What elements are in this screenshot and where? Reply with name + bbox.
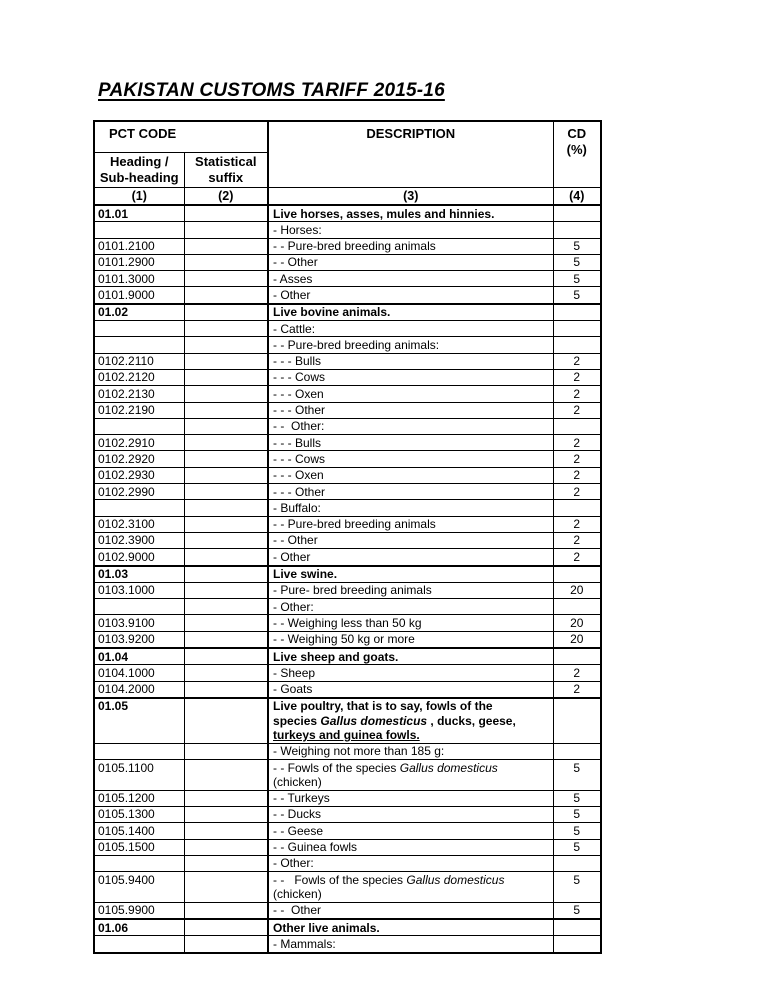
heading-code-cell <box>94 936 184 953</box>
description-cell: - - - Oxen <box>268 386 553 402</box>
cd-value-cell: 20 <box>553 615 601 631</box>
table-row <box>94 806 601 822</box>
cd-value-cell <box>553 743 601 759</box>
heading-code-cell: 0103.9200 <box>94 631 184 648</box>
description-text: species <box>273 713 321 728</box>
cd-value-cell <box>553 304 601 321</box>
description-cell: - Other <box>268 287 553 304</box>
species-name-italic: Gallus domesticus <box>406 872 505 887</box>
cd-value-cell: 5 <box>553 872 601 903</box>
description-cell <box>268 872 553 903</box>
description-cell: Live sheep and goats. <box>268 648 553 665</box>
description-cell: - - - Other <box>268 484 553 500</box>
page-title: PAKISTAN CUSTOMS TARIFF 2015-16 <box>98 80 445 101</box>
description-cell: Live bovine animals. <box>268 304 553 321</box>
statistical-suffix-cell <box>184 205 268 222</box>
description-cell: - - - Cows <box>268 451 553 467</box>
description-cell: - Pure- bred breeding animals <box>268 582 553 598</box>
description-cell: Live horses, asses, mules and hinnies. <box>268 205 553 222</box>
cd-value-cell: 2 <box>553 467 601 483</box>
heading-code-cell: 0102.2910 <box>94 435 184 451</box>
statistical-suffix-cell <box>184 500 268 516</box>
table-row <box>94 855 601 871</box>
table-row <box>94 872 601 903</box>
description-cell: - - - Other <box>268 402 553 418</box>
heading-code-cell <box>94 500 184 516</box>
heading-code-cell: 0105.1400 <box>94 823 184 839</box>
table-row <box>94 760 601 791</box>
heading-code-cell: 0103.1000 <box>94 582 184 598</box>
heading-code-cell: 0105.1500 <box>94 839 184 855</box>
table-row <box>94 698 601 743</box>
heading-code-cell: 0102.2130 <box>94 386 184 402</box>
description-cell: - - Other <box>268 902 553 919</box>
description-cell: - Mammals: <box>268 936 553 953</box>
cd-value-cell <box>553 337 601 353</box>
statistical-suffix-cell <box>184 919 268 936</box>
heading-code-cell: 0102.2110 <box>94 353 184 369</box>
description-cell: - - - Bulls <box>268 435 553 451</box>
heading-code-cell: 0102.2920 <box>94 451 184 467</box>
statistical-suffix-cell <box>184 902 268 919</box>
cd-value-cell <box>553 919 601 936</box>
description-cell: - - Weighing less than 50 kg <box>268 615 553 631</box>
description-cell: - - Geese <box>268 823 553 839</box>
cd-value-cell: 2 <box>553 549 601 566</box>
statistical-suffix-cell <box>184 222 268 238</box>
statistical-suffix-cell <box>184 760 268 791</box>
cd-value-cell <box>553 855 601 871</box>
heading-code-cell: 0102.9000 <box>94 549 184 566</box>
heading-code-cell: 0103.9100 <box>94 615 184 631</box>
statistical-suffix-cell <box>184 467 268 483</box>
table-row <box>94 304 601 321</box>
statistical-suffix-cell <box>184 698 268 743</box>
description-cell: - - - Cows <box>268 369 553 385</box>
table-row <box>94 451 601 467</box>
species-name-italic: Gallus domesticus <box>320 713 428 728</box>
cd-value-cell: 5 <box>553 902 601 919</box>
statistical-suffix-cell <box>184 304 268 321</box>
statistical-suffix-cell <box>184 806 268 822</box>
cd-value-cell: 2 <box>553 353 601 369</box>
statistical-suffix-cell <box>184 582 268 598</box>
description-cell: - Asses <box>268 271 553 287</box>
statistical-suffix-cell <box>184 665 268 681</box>
description-cell: - - Other <box>268 532 553 548</box>
statistical-suffix-cell <box>184 936 268 953</box>
col-number-1: (1) <box>94 187 184 205</box>
heading-code-cell: 0102.3100 <box>94 516 184 532</box>
cd-value-cell: 2 <box>553 402 601 418</box>
statistical-suffix-cell <box>184 566 268 583</box>
heading-code-cell: 0104.1000 <box>94 665 184 681</box>
cd-value-cell <box>553 936 601 953</box>
statistical-suffix-cell <box>184 451 268 467</box>
cd-value-cell: 2 <box>553 484 601 500</box>
table-row <box>94 205 601 222</box>
table-row <box>94 222 601 238</box>
heading-code-cell: 0102.2120 <box>94 369 184 385</box>
statistical-suffix-cell <box>184 681 268 698</box>
description-cell: - Other: <box>268 599 553 615</box>
statistical-suffix-cell <box>184 271 268 287</box>
pct-code-header: PCT CODE <box>94 121 268 152</box>
table-row <box>94 516 601 532</box>
heading-code-cell <box>94 321 184 337</box>
statistical-suffix-line2: suffix <box>208 169 244 185</box>
description-cell: - Buffalo: <box>268 500 553 516</box>
tariff-table-body <box>94 205 601 953</box>
cd-value-cell <box>553 566 601 583</box>
description-text: turkeys and guinea fowls. <box>273 728 420 742</box>
table-row <box>94 919 601 936</box>
heading-code-cell: 0105.9400 <box>94 872 184 903</box>
cd-header-label: CD <box>567 126 587 141</box>
col-number-3: (3) <box>268 187 553 205</box>
heading-code-cell: 0101.2900 <box>94 254 184 270</box>
description-cell: - - - Oxen <box>268 467 553 483</box>
table-row <box>94 549 601 566</box>
statistical-suffix-cell <box>184 353 268 369</box>
heading-code-cell <box>94 855 184 871</box>
heading-code-cell: 01.06 <box>94 919 184 936</box>
description-text: Live poultry, that is to say, fowls of the <box>273 699 493 714</box>
table-row <box>94 353 601 369</box>
description-cell: - Goats <box>268 681 553 698</box>
table-row <box>94 238 601 254</box>
statistical-suffix-header <box>184 152 268 187</box>
heading-code-cell: 0105.1300 <box>94 806 184 822</box>
heading-code-cell: 01.01 <box>94 205 184 222</box>
cd-value-cell <box>553 648 601 665</box>
statistical-suffix-cell <box>184 484 268 500</box>
table-row <box>94 467 601 483</box>
cd-value-cell: 5 <box>553 839 601 855</box>
cd-value-cell: 20 <box>553 631 601 648</box>
cd-value-cell <box>553 698 601 743</box>
cd-value-cell <box>553 321 601 337</box>
description-header: DESCRIPTION <box>268 121 553 187</box>
heading-code-cell: 0102.2990 <box>94 484 184 500</box>
statistical-suffix-cell <box>184 549 268 566</box>
statistical-suffix-cell <box>184 855 268 871</box>
cd-value-cell: 2 <box>553 386 601 402</box>
table-row <box>94 500 601 516</box>
description-cell <box>268 698 553 743</box>
table-row <box>94 484 601 500</box>
description-cell: Live swine. <box>268 566 553 583</box>
statistical-suffix-cell <box>184 516 268 532</box>
description-cell: - Horses: <box>268 222 553 238</box>
cd-value-cell <box>553 599 601 615</box>
table-row <box>94 648 601 665</box>
table-row <box>94 287 601 304</box>
tariff-table-header <box>94 121 601 205</box>
table-row <box>94 271 601 287</box>
table-row <box>94 254 601 270</box>
heading-code-cell: 0105.1200 <box>94 790 184 806</box>
description-cell: - - Weighing 50 kg or more <box>268 631 553 648</box>
cd-header <box>553 121 601 187</box>
table-row <box>94 402 601 418</box>
statistical-suffix-cell <box>184 254 268 270</box>
description-cell: - - Other: <box>268 418 553 434</box>
description-cell: - - Other <box>268 254 553 270</box>
cd-value-cell: 2 <box>553 369 601 385</box>
table-row <box>94 566 601 583</box>
heading-subheading-line2: Sub-heading <box>99 169 179 185</box>
statistical-suffix-cell <box>184 238 268 254</box>
description-text: - - Fowls of the species <box>273 872 407 887</box>
heading-code-cell: 0101.9000 <box>94 287 184 304</box>
statistical-suffix-cell <box>184 369 268 385</box>
table-row <box>94 631 601 648</box>
description-cell: Other live animals. <box>268 919 553 936</box>
statistical-suffix-cell <box>184 790 268 806</box>
description-cell: - - - Bulls <box>268 353 553 369</box>
statistical-suffix-cell <box>184 402 268 418</box>
col-number-4: (4) <box>553 187 601 205</box>
heading-code-cell: 01.02 <box>94 304 184 321</box>
description-cell: - Other <box>268 549 553 566</box>
cd-value-cell: 2 <box>553 665 601 681</box>
statistical-suffix-cell <box>184 321 268 337</box>
cd-header-unit: (%) <box>566 142 587 157</box>
cd-value-cell: 5 <box>553 790 601 806</box>
cd-value-cell <box>553 418 601 434</box>
heading-code-cell: 0102.2930 <box>94 467 184 483</box>
heading-code-cell: 0102.3900 <box>94 532 184 548</box>
description-cell: - Weighing not more than 185 g: <box>268 743 553 759</box>
description-cell <box>268 760 553 791</box>
cd-value-cell <box>553 205 601 222</box>
heading-code-cell <box>94 222 184 238</box>
statistical-suffix-cell <box>184 743 268 759</box>
heading-code-cell: 01.05 <box>94 698 184 743</box>
description-cell: - Other: <box>268 855 553 871</box>
statistical-suffix-cell <box>184 631 268 648</box>
statistical-suffix-cell <box>184 435 268 451</box>
heading-code-cell: 0102.2190 <box>94 402 184 418</box>
cd-value-cell: 5 <box>553 806 601 822</box>
heading-code-cell <box>94 418 184 434</box>
description-cell: - - Pure-bred breeding animals <box>268 516 553 532</box>
cd-value-cell: 5 <box>553 287 601 304</box>
description-cell: - Sheep <box>268 665 553 681</box>
cd-value-cell: 20 <box>553 582 601 598</box>
description-cell: - - Pure-bred breeding animals: <box>268 337 553 353</box>
cd-value-cell: 5 <box>553 760 601 791</box>
description-text: (chicken) <box>273 774 322 789</box>
cd-value-cell: 2 <box>553 532 601 548</box>
statistical-suffix-line1: Statistical <box>195 153 257 169</box>
table-row <box>94 790 601 806</box>
cd-value-cell <box>553 500 601 516</box>
heading-code-cell <box>94 743 184 759</box>
table-row <box>94 743 601 759</box>
statistical-suffix-cell <box>184 872 268 903</box>
table-row <box>94 665 601 681</box>
species-name-italic: Gallus domesticus <box>399 760 498 775</box>
description-text: - - Fowls of the species <box>273 760 400 775</box>
table-row <box>94 582 601 598</box>
cd-value-cell: 2 <box>553 516 601 532</box>
cd-value-cell <box>553 222 601 238</box>
statistical-suffix-cell <box>184 337 268 353</box>
description-cell: - - Guinea fowls <box>268 839 553 855</box>
heading-subheading-line1: Heading / <box>109 153 169 169</box>
heading-code-cell: 0105.9900 <box>94 902 184 919</box>
cd-value-cell: 5 <box>553 238 601 254</box>
cd-value-cell: 2 <box>553 451 601 467</box>
statistical-suffix-cell <box>184 648 268 665</box>
statistical-suffix-cell <box>184 599 268 615</box>
description-cell: - - Pure-bred breeding animals <box>268 238 553 254</box>
table-row <box>94 435 601 451</box>
table-row <box>94 902 601 919</box>
table-row <box>94 337 601 353</box>
table-row <box>94 839 601 855</box>
description-cell: - Cattle: <box>268 321 553 337</box>
statistical-suffix-cell <box>184 615 268 631</box>
table-row <box>94 615 601 631</box>
statistical-suffix-cell <box>184 839 268 855</box>
cd-value-cell: 2 <box>553 435 601 451</box>
table-row <box>94 823 601 839</box>
cd-value-cell: 5 <box>553 823 601 839</box>
heading-code-cell <box>94 337 184 353</box>
heading-code-cell: 01.03 <box>94 566 184 583</box>
table-row <box>94 681 601 698</box>
table-row <box>94 532 601 548</box>
statistical-suffix-cell <box>184 823 268 839</box>
cd-value-cell: 2 <box>553 681 601 698</box>
description-text: , ducks, geese, <box>427 713 516 728</box>
table-row <box>94 599 601 615</box>
heading-code-cell: 0101.2100 <box>94 238 184 254</box>
description-cell: - - Ducks <box>268 806 553 822</box>
description-text: (chicken) <box>273 886 322 901</box>
heading-subheading-header <box>94 152 184 187</box>
description-cell: - - Turkeys <box>268 790 553 806</box>
cd-value-cell: 5 <box>553 254 601 270</box>
table-row <box>94 386 601 402</box>
heading-code-cell: 0101.3000 <box>94 271 184 287</box>
tariff-table <box>93 120 602 954</box>
table-row <box>94 369 601 385</box>
heading-code-cell <box>94 599 184 615</box>
heading-code-cell: 0105.1100 <box>94 760 184 791</box>
cd-value-cell: 5 <box>553 271 601 287</box>
statistical-suffix-cell <box>184 287 268 304</box>
table-row <box>94 418 601 434</box>
statistical-suffix-cell <box>184 386 268 402</box>
table-row <box>94 936 601 953</box>
heading-code-cell: 01.04 <box>94 648 184 665</box>
col-number-2: (2) <box>184 187 268 205</box>
statistical-suffix-cell <box>184 418 268 434</box>
statistical-suffix-cell <box>184 532 268 548</box>
table-row <box>94 321 601 337</box>
heading-code-cell: 0104.2000 <box>94 681 184 698</box>
